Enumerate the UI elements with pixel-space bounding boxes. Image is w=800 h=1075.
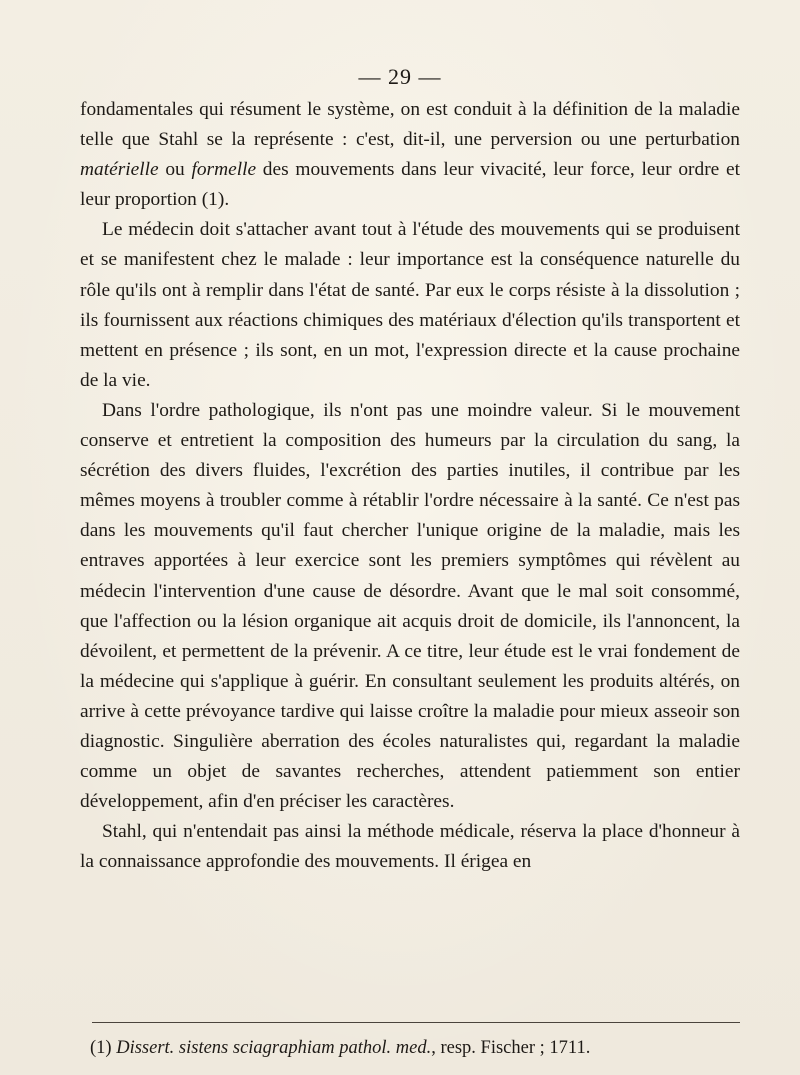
paragraph-1-connector: ou [158, 159, 192, 181]
footnote-title: Dissert. sistens sciagraphiam pathol. med. [116, 1038, 432, 1058]
paragraph-1-text-continued: des mouvements dans leur vivacité, leur force, leur ordre et leur proportion [80, 159, 740, 211]
footnote-number: (1) [90, 1038, 112, 1058]
paragraph-3: Dans l'ordre pathologique, ils n'ont pas une moindre valeur. Si le mouvement conserve et entretient la composition des humeurs par la circulation du sang, la sécrétion des divers fluides, l'excrétion des parties inutiles, il contribue par les mêmes moyens à troubler comme à rétablir l'ordre nécessaire à la santé. Ce n'est pas dans les mouvements qu'il faut chercher l'unique origine de la maladie, mais les entraves apportées à leur exercice sont les premiers symptômes qui révèlent au médecin l'intervention d'une cause de désordre. Avant que le mal soit consommé, que l'affection ou la lésion organique ait acquis droit de domicile, ils l'annoncent, la dévoilent, et permettent de la prévenir. A ce titre, leur étude est le vrai fondement de la médecine qui s'applique à guérir. En consultant seulement les produits altérés, on arrive à cette prévoyance tardive qui laisse croître la maladie pour mieux asseoir son diagnostic. Singulière aberration des écoles naturalistes qui, regardant la maladie comme un objet de savantes recherches, attendent patiemment son entier développement, afin d'en préciser les caractères. [80, 399, 740, 813]
emphasis-formelle: formelle [191, 159, 257, 181]
page-number: — 29 — [358, 64, 442, 89]
body-text [80, 95, 740, 877]
footnote-details: , resp. Fischer ; 1711. [431, 1038, 591, 1058]
paragraph-1 [80, 95, 740, 215]
paragraph-4: Stahl, qui n'entendait pas ainsi la méthode médicale, réserva la place d'honneur à la connaissance approfondie des mouvements. Il érigea en [80, 821, 740, 873]
paragraph-1-text: fondamentales qui résument le système, on est conduit à la définition de la maladie telle que Stahl se la représente : c'est, dit-il, une perversion ou une perturbation [80, 99, 740, 151]
footnote [90, 1036, 750, 1060]
footnote-reference: (1) [201, 189, 225, 211]
paragraph-1-end: . [224, 189, 230, 211]
footnote-divider [92, 1022, 740, 1023]
emphasis-materielle: matérielle [80, 159, 159, 181]
paragraph-2: Le médecin doit s'attacher avant tout à l'étude des mouvements qui se produisent et se manifestent chez le malade : leur importance est la conséquence naturelle du rôle qu'ils ont à remplir dans l'état de santé. Par eux le corps résiste à la dissolution ; ils fournissent aux réactions chimiques des matériaux d'élection qu'ils transportent et mettent en présence ; ils sont, en un mot, l'expression directe et la cause prochaine de la vie. [80, 219, 740, 391]
